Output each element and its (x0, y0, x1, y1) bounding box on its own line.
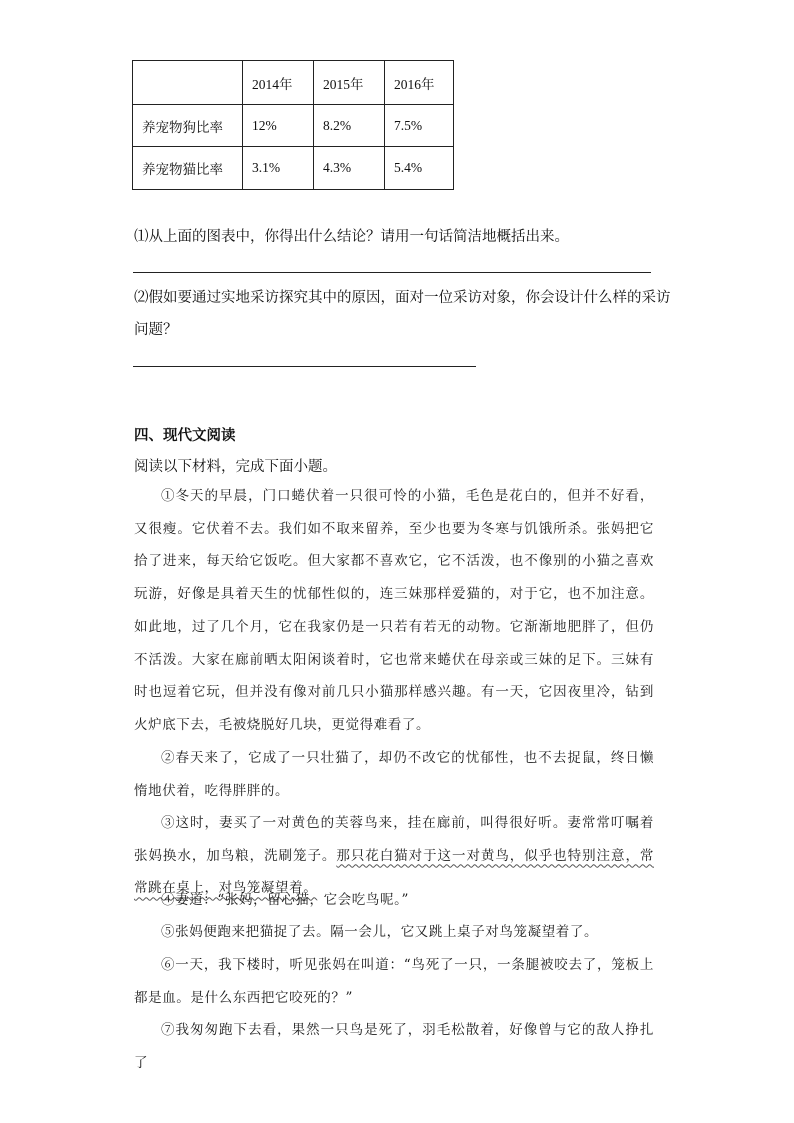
row-label-cat: 养宠物猫比率 (133, 147, 243, 190)
paragraph-3-text: ③这时，妻买了一对黄色的芙蓉鸟来，挂在廊前，叫得很好听。妻常常叮嘱着张妈换水，加鸟粮，洗刷笼子。 (134, 815, 654, 864)
passage-paragraph-4: ④妻道：“张妈，留心猫，它会吃鸟呢。” (161, 892, 409, 908)
header-2015: 2015年 (314, 61, 385, 105)
passage-paragraph-7: ⑦我匆匆跑下去看，果然一只鸟是死了，羽毛松散着，好像曾与它的敌人挣扎了 (134, 1022, 654, 1071)
cell-cat-2015: 4.3% (314, 147, 385, 190)
answer-line-1[interactable] (133, 272, 651, 273)
header-2016: 2016年 (385, 61, 454, 105)
table-header-row (133, 61, 454, 105)
section-intro: 阅读以下材料，完成下面小题。 (134, 459, 337, 475)
passage-paragraph-2: ②春天来了，它成了一只壮猫了，却仍不改它的忧郁性，也不去捉鼠，终日懒惰地伏着，吃得胖胖的。 (134, 750, 654, 799)
cell-dog-2016: 7.5% (385, 105, 454, 147)
answer-line-2[interactable] (133, 366, 476, 367)
pet-ratio-table (132, 60, 454, 190)
cell-cat-2016: 5.4% (385, 147, 454, 190)
passage-paragraph-1: ①冬天的早晨，门口蜷伏着一只很可怜的小猫，毛色是花白的，但并不好看，又很瘦。它伏着不去。我们如不取来留养，至少也要为冬寒与饥饿所杀。张妈把它拾了进来，每天给它饭吃。但大家都不喜欢它，它不活泼，也不像别的小猫之喜欢玩游，好像是具着天生的忧郁性似的，连三妹那样爱猫的，对于它，也不加注意。如此地，过了几个月，它在我家仍是一只若有若无的动物。它渐渐地肥胖了，但仍不活泼。大家在廊前晒太阳闲谈着时，它也常来蜷伏在母亲或三妹的足下。三妹有时也逗着它玩，但并没有像对前几只小猫那样感兴趣。有一天，它因夜里冷，钻到火炉底下去，毛被烧脱好几块，更觉得难看了。 (134, 488, 654, 733)
cell-dog-2015: 8.2% (314, 105, 385, 147)
question-2-line-2: 问题？ (134, 322, 178, 338)
section-title: 四、现代文阅读 (134, 428, 236, 444)
table-row-dog (133, 105, 454, 147)
question-2-line-1: ⑵假如要通过实地采访探究其中的原因，面对一位采访对象，你会设计什么样的采访 (134, 290, 671, 306)
row-label-dog: 养宠物狗比率 (133, 105, 243, 147)
table-row-cat (133, 147, 454, 190)
table-corner-cell (133, 61, 243, 105)
passage-paragraph-6: ⑥一天，我下楼时，听见张妈在叫道：“鸟死了一只，一条腿被咬去了，笼板上都是血。是什么东西把它咬死的？” (134, 957, 654, 1006)
header-2014: 2014年 (243, 61, 314, 105)
question-1: ⑴从上面的图表中，你得出什么结论？请用一句话简洁地概括出来。 (134, 229, 569, 245)
cell-cat-2014: 3.1% (243, 147, 314, 190)
passage-paragraph-5: ⑤张妈便跑来把猫捉了去。隔一会儿，它又跳上桌子对鸟笼凝望着了。 (161, 924, 599, 940)
cell-dog-2014: 12% (243, 105, 314, 147)
paragraph-3-wavy-underlined: 那只花白猫对于这一对黄鸟，似乎也特别注意，常常跳在桌上，对鸟笼凝望着。 (134, 847, 654, 897)
